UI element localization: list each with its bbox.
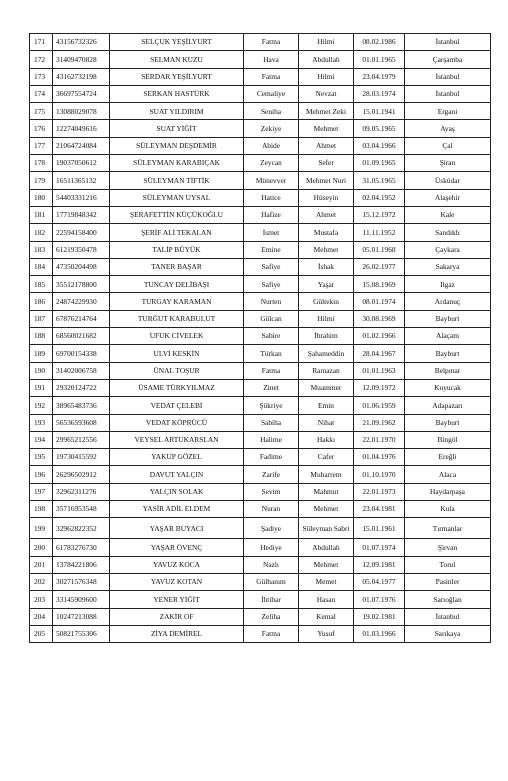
- birth-place-cell: Bingöl: [405, 431, 491, 448]
- father-name-cell: İbrahim: [299, 328, 354, 345]
- id-number-cell: 32962822352: [53, 518, 110, 539]
- id-number-cell: 47350204498: [53, 258, 110, 275]
- table-row: [30, 501, 491, 518]
- mother-name-cell: Şadiye: [244, 518, 299, 539]
- full-name-cell: SERDAR YEŞİLYURT: [110, 68, 244, 85]
- mother-name-cell: Hava: [244, 51, 299, 68]
- table-row: [30, 625, 491, 642]
- full-name-cell: YAŞAR ÖVENÇ: [110, 539, 244, 556]
- birth-date-cell: 28.04.1967: [354, 345, 405, 362]
- mother-name-cell: Sabiha: [244, 414, 299, 431]
- birth-place-cell: Ayaş: [405, 120, 491, 137]
- table-row: [30, 241, 491, 258]
- table-row: [30, 431, 491, 448]
- id-number-cell: 61783276730: [53, 539, 110, 556]
- birth-place-cell: Üsküdar: [405, 172, 491, 189]
- id-number-cell: 36697554724: [53, 85, 110, 102]
- birth-date-cell: 11.11.1952: [354, 224, 405, 241]
- father-name-cell: Kemal: [299, 608, 354, 625]
- mother-name-cell: Cemaliye: [244, 85, 299, 102]
- birth-place-cell: Ergani: [405, 103, 491, 120]
- table-row: [30, 172, 491, 189]
- id-number-cell: 33145909600: [53, 591, 110, 608]
- row-number-cell: 181: [30, 206, 53, 223]
- mother-name-cell: İhtibar: [244, 591, 299, 608]
- table-row: [30, 345, 491, 362]
- mother-name-cell: Fadime: [244, 449, 299, 466]
- id-number-cell: 19730415592: [53, 449, 110, 466]
- birth-place-cell: Kula: [405, 501, 491, 518]
- mother-name-cell: Fatma: [244, 625, 299, 642]
- row-number-cell: 196: [30, 466, 53, 483]
- father-name-cell: Hasan: [299, 591, 354, 608]
- full-name-cell: YENER YİĞİT: [110, 591, 244, 608]
- full-name-cell: SÜLEYMAN DEŞDEMİR: [110, 137, 244, 154]
- birth-date-cell: 01.03.1966: [354, 625, 405, 642]
- birth-place-cell: Sarıkaya: [405, 625, 491, 642]
- row-number-cell: 186: [30, 293, 53, 310]
- row-number-cell: 187: [30, 310, 53, 327]
- table-row: [30, 379, 491, 396]
- birth-place-cell: Belpınar: [405, 362, 491, 379]
- row-number-cell: 202: [30, 573, 53, 590]
- id-number-cell: 29320124722: [53, 379, 110, 396]
- mother-name-cell: Hafize: [244, 206, 299, 223]
- birth-place-cell: Şiran: [405, 155, 491, 172]
- birth-place-cell: Sarıoğlan: [405, 591, 491, 608]
- table-row: [30, 103, 491, 120]
- full-name-cell: SÜLEYMAN UYSAL: [110, 189, 244, 206]
- id-number-cell: 31409470828: [53, 51, 110, 68]
- birth-date-cell: 30.08.1969: [354, 310, 405, 327]
- birth-date-cell: 03.04.1966: [354, 137, 405, 154]
- birth-date-cell: 12.09.1981: [354, 556, 405, 573]
- birth-date-cell: 19.02.1981: [354, 608, 405, 625]
- row-number-cell: 190: [30, 362, 53, 379]
- row-number-cell: 185: [30, 276, 53, 293]
- mother-name-cell: Zinet: [244, 379, 299, 396]
- birth-place-cell: Şirvan: [405, 539, 491, 556]
- birth-place-cell: Ardanuç: [405, 293, 491, 310]
- father-name-cell: Muharrem: [299, 466, 354, 483]
- table-body: [30, 34, 491, 643]
- birth-date-cell: 05.04.1977: [354, 573, 405, 590]
- birth-date-cell: 02.04.1952: [354, 189, 405, 206]
- birth-date-cell: 15.01.1961: [354, 518, 405, 539]
- row-number-cell: 200: [30, 539, 53, 556]
- mother-name-cell: Halime: [244, 431, 299, 448]
- full-name-cell: UFUK CİVELEK: [110, 328, 244, 345]
- table-row: [30, 120, 491, 137]
- table-row: [30, 68, 491, 85]
- table-row: [30, 362, 491, 379]
- id-number-cell: 61219350478: [53, 241, 110, 258]
- full-name-cell: VEYSEL ARTUKARSLAN: [110, 431, 244, 448]
- father-name-cell: Mehmet: [299, 241, 354, 258]
- father-name-cell: Sefer: [299, 155, 354, 172]
- id-number-cell: 21064724084: [53, 137, 110, 154]
- row-number-cell: 197: [30, 483, 53, 500]
- mother-name-cell: Zeliha: [244, 608, 299, 625]
- id-number-cell: 43156732326: [53, 34, 110, 51]
- mother-name-cell: Hediye: [244, 539, 299, 556]
- id-number-cell: 31402006758: [53, 362, 110, 379]
- birth-place-cell: Tırmanlar: [405, 518, 491, 539]
- mother-name-cell: Nuran: [244, 501, 299, 518]
- father-name-cell: Hilmi: [299, 34, 354, 51]
- father-name-cell: Mehmet Zeki: [299, 103, 354, 120]
- father-name-cell: Hilmi: [299, 310, 354, 327]
- full-name-cell: ŞERAFETTİN KÜÇÜKOĞLU: [110, 206, 244, 223]
- row-number-cell: 177: [30, 137, 53, 154]
- mother-name-cell: Fatma: [244, 362, 299, 379]
- table-row: [30, 556, 491, 573]
- id-number-cell: 26296502912: [53, 466, 110, 483]
- row-number-cell: 174: [30, 85, 53, 102]
- id-number-cell: 43162732198: [53, 68, 110, 85]
- full-name-cell: TALİP BÜYÜK: [110, 241, 244, 258]
- birth-date-cell: 01.04.1976: [354, 449, 405, 466]
- birth-place-cell: Bayburt: [405, 345, 491, 362]
- father-name-cell: Mehmet: [299, 556, 354, 573]
- birth-date-cell: 26.02.1977: [354, 258, 405, 275]
- birth-place-cell: İstanbul: [405, 85, 491, 102]
- birth-place-cell: İstanbul: [405, 68, 491, 85]
- id-number-cell: 67876214764: [53, 310, 110, 327]
- father-name-cell: Ahmet: [299, 206, 354, 223]
- father-name-cell: Mehmet: [299, 501, 354, 518]
- id-number-cell: 69700154338: [53, 345, 110, 362]
- id-number-cell: 12274049616: [53, 120, 110, 137]
- id-number-cell: 32962311276: [53, 483, 110, 500]
- father-name-cell: Ahmet: [299, 137, 354, 154]
- birth-date-cell: 01.09.1965: [354, 155, 405, 172]
- row-number-cell: 193: [30, 414, 53, 431]
- id-number-cell: 68560021682: [53, 328, 110, 345]
- birth-place-cell: Adapazarı: [405, 397, 491, 414]
- full-name-cell: ZİYA DEMİREL: [110, 625, 244, 642]
- father-name-cell: Süleyman Sabri: [299, 518, 354, 539]
- birth-date-cell: 15.08.1969: [354, 276, 405, 293]
- row-number-cell: 175: [30, 103, 53, 120]
- full-name-cell: ÜNAL TOŞUR: [110, 362, 244, 379]
- birth-date-cell: 08.01.1974: [354, 293, 405, 310]
- table-row: [30, 414, 491, 431]
- table-row: [30, 328, 491, 345]
- mother-name-cell: Şükriye: [244, 397, 299, 414]
- birth-date-cell: 01.07.1974: [354, 539, 405, 556]
- table-row: [30, 34, 491, 51]
- row-number-cell: 199: [30, 518, 53, 539]
- full-name-cell: YASİR ADİL ELDEM: [110, 501, 244, 518]
- table-row: [30, 189, 491, 206]
- father-name-cell: Mehmet Nuri: [299, 172, 354, 189]
- full-name-cell: SELMAN KUZU: [110, 51, 244, 68]
- row-number-cell: 180: [30, 189, 53, 206]
- father-name-cell: Yusuf: [299, 625, 354, 642]
- father-name-cell: Şahameddin: [299, 345, 354, 362]
- mother-name-cell: Türkan: [244, 345, 299, 362]
- full-name-cell: SÜLEYMAN TİFTİK: [110, 172, 244, 189]
- birth-date-cell: 21.09.1962: [354, 414, 405, 431]
- father-name-cell: Gültekin: [299, 293, 354, 310]
- table-row: [30, 591, 491, 608]
- mother-name-cell: Seniha: [244, 103, 299, 120]
- id-number-cell: 22594158400: [53, 224, 110, 241]
- father-name-cell: Muammer: [299, 379, 354, 396]
- full-name-cell: DAVUT YALÇIN: [110, 466, 244, 483]
- birth-date-cell: 01.01.1963: [354, 362, 405, 379]
- birth-date-cell: 22.01.1973: [354, 483, 405, 500]
- mother-name-cell: Abide: [244, 137, 299, 154]
- full-name-cell: TURĞUT KARABULUT: [110, 310, 244, 327]
- row-number-cell: 194: [30, 431, 53, 448]
- row-number-cell: 173: [30, 68, 53, 85]
- full-name-cell: ŞERİF ALİ TEKALAN: [110, 224, 244, 241]
- full-name-cell: SELÇUK YEŞİLYURT: [110, 34, 244, 51]
- full-name-cell: YAVUZ KOTAN: [110, 573, 244, 590]
- birth-place-cell: Bayburt: [405, 310, 491, 327]
- table-row: [30, 449, 491, 466]
- father-name-cell: Ramazan: [299, 362, 354, 379]
- id-number-cell: 56536593608: [53, 414, 110, 431]
- full-name-cell: SÜLEYMAN KARABIÇAK: [110, 155, 244, 172]
- father-name-cell: Hilmi: [299, 68, 354, 85]
- birth-place-cell: Çal: [405, 137, 491, 154]
- row-number-cell: 179: [30, 172, 53, 189]
- full-name-cell: ULVİ KESKİN: [110, 345, 244, 362]
- mother-name-cell: Zeycan: [244, 155, 299, 172]
- mother-name-cell: Gülhanım: [244, 573, 299, 590]
- id-number-cell: 54403331216: [53, 189, 110, 206]
- table-row: [30, 573, 491, 590]
- full-name-cell: ZAKİR OF: [110, 608, 244, 625]
- birth-place-cell: İstanbul: [405, 608, 491, 625]
- full-name-cell: SUAT YILDIRIM: [110, 103, 244, 120]
- birth-place-cell: Bayburt: [405, 414, 491, 431]
- birth-date-cell: 01.02.1966: [354, 328, 405, 345]
- mother-name-cell: İsmet: [244, 224, 299, 241]
- row-number-cell: 195: [30, 449, 53, 466]
- birth-place-cell: Ilgaz: [405, 276, 491, 293]
- id-number-cell: 29965212556: [53, 431, 110, 448]
- birth-date-cell: 22.01.1970: [354, 431, 405, 448]
- birth-date-cell: 08.02.1986: [354, 34, 405, 51]
- birth-place-cell: Kuyucak: [405, 379, 491, 396]
- id-number-cell: 19037050612: [53, 155, 110, 172]
- mother-name-cell: Nazlı: [244, 556, 299, 573]
- birth-place-cell: Alaçam: [405, 328, 491, 345]
- birth-date-cell: 01.10.1970: [354, 466, 405, 483]
- table-row: [30, 85, 491, 102]
- id-number-cell: 24874229930: [53, 293, 110, 310]
- row-number-cell: 198: [30, 501, 53, 518]
- table-row: [30, 137, 491, 154]
- row-number-cell: 171: [30, 34, 53, 51]
- table-row: [30, 539, 491, 556]
- id-number-cell: 50821755306: [53, 625, 110, 642]
- full-name-cell: YAVUZ KOCA: [110, 556, 244, 573]
- mother-name-cell: Safiye: [244, 258, 299, 275]
- father-name-cell: İshak: [299, 258, 354, 275]
- birth-place-cell: Ereğli: [405, 449, 491, 466]
- full-name-cell: ÜSAME TÜRKYILMAZ: [110, 379, 244, 396]
- father-name-cell: Cafer: [299, 449, 354, 466]
- full-name-cell: SUAT YİĞİT: [110, 120, 244, 137]
- birth-date-cell: 01.06.1959: [354, 397, 405, 414]
- birth-place-cell: Sandıklı: [405, 224, 491, 241]
- birth-date-cell: 23.04.1979: [354, 68, 405, 85]
- father-name-cell: Abdullah: [299, 51, 354, 68]
- table-row: [30, 276, 491, 293]
- birth-date-cell: 05.01.1968: [354, 241, 405, 258]
- father-name-cell: Abdullah: [299, 539, 354, 556]
- mother-name-cell: Sevim: [244, 483, 299, 500]
- table-row: [30, 466, 491, 483]
- birth-place-cell: Pasinler: [405, 573, 491, 590]
- father-name-cell: Mustafa: [299, 224, 354, 241]
- row-number-cell: 204: [30, 608, 53, 625]
- birth-date-cell: 01.01.1965: [354, 51, 405, 68]
- row-number-cell: 189: [30, 345, 53, 362]
- full-name-cell: YAKUP GÖZEL: [110, 449, 244, 466]
- full-name-cell: YAŞAR BUYACI: [110, 518, 244, 539]
- father-name-cell: Mehmet: [299, 120, 354, 137]
- table-row: [30, 51, 491, 68]
- row-number-cell: 184: [30, 258, 53, 275]
- birth-place-cell: Çaykara: [405, 241, 491, 258]
- personnel-table: [29, 33, 491, 643]
- father-name-cell: Hüseyin: [299, 189, 354, 206]
- father-name-cell: Mahmut: [299, 483, 354, 500]
- full-name-cell: TURGAY KARAMAN: [110, 293, 244, 310]
- birth-place-cell: Torul: [405, 556, 491, 573]
- id-number-cell: 38965483736: [53, 397, 110, 414]
- id-number-cell: 13784221806: [53, 556, 110, 573]
- mother-name-cell: Zarife: [244, 466, 299, 483]
- row-number-cell: 183: [30, 241, 53, 258]
- id-number-cell: 35716953548: [53, 501, 110, 518]
- mother-name-cell: Münevver: [244, 172, 299, 189]
- full-name-cell: TANER BAŞAR: [110, 258, 244, 275]
- table-row: [30, 155, 491, 172]
- id-number-cell: 17719848342: [53, 206, 110, 223]
- birth-date-cell: 12.09.1972: [354, 379, 405, 396]
- mother-name-cell: Gülcan: [244, 310, 299, 327]
- id-number-cell: 16511365132: [53, 172, 110, 189]
- row-number-cell: 172: [30, 51, 53, 68]
- mother-name-cell: Emine: [244, 241, 299, 258]
- table-row: [30, 397, 491, 414]
- birth-place-cell: Haydarpaşa: [405, 483, 491, 500]
- birth-date-cell: 15.01.1941: [354, 103, 405, 120]
- row-number-cell: 182: [30, 224, 53, 241]
- mother-name-cell: Sabire: [244, 328, 299, 345]
- father-name-cell: Emin: [299, 397, 354, 414]
- full-name-cell: SERKAN HASTÜRK: [110, 85, 244, 102]
- table-row: [30, 310, 491, 327]
- birth-date-cell: 28.03.1974: [354, 85, 405, 102]
- full-name-cell: TUNCAY DELİBAŞI: [110, 276, 244, 293]
- birth-place-cell: İstanbul: [405, 34, 491, 51]
- row-number-cell: 192: [30, 397, 53, 414]
- birth-date-cell: 09.05.1965: [354, 120, 405, 137]
- row-number-cell: 203: [30, 591, 53, 608]
- mother-name-cell: Fatma: [244, 68, 299, 85]
- table-row: [30, 258, 491, 275]
- birth-place-cell: Sakarya: [405, 258, 491, 275]
- table-row: [30, 608, 491, 625]
- id-number-cell: 13088029078: [53, 103, 110, 120]
- full-name-cell: VEDAT KÖPRÜCÜ: [110, 414, 244, 431]
- row-number-cell: 176: [30, 120, 53, 137]
- birth-place-cell: Kale: [405, 206, 491, 223]
- id-number-cell: 35512178800: [53, 276, 110, 293]
- table-row: [30, 518, 491, 539]
- table-row: [30, 293, 491, 310]
- id-number-cell: 10247213088: [53, 608, 110, 625]
- table-row: [30, 224, 491, 241]
- birth-date-cell: 01.07.1976: [354, 591, 405, 608]
- table-row: [30, 483, 491, 500]
- row-number-cell: 191: [30, 379, 53, 396]
- row-number-cell: 201: [30, 556, 53, 573]
- birth-date-cell: 15.12.1972: [354, 206, 405, 223]
- full-name-cell: YALÇIN SOLAK: [110, 483, 244, 500]
- birth-place-cell: Alaca: [405, 466, 491, 483]
- birth-place-cell: Çarşamba: [405, 51, 491, 68]
- father-name-cell: Nihat: [299, 414, 354, 431]
- father-name-cell: Nevzat: [299, 85, 354, 102]
- full-name-cell: VEDAT ÇELEBİ: [110, 397, 244, 414]
- mother-name-cell: Fatma: [244, 34, 299, 51]
- father-name-cell: Yaşar: [299, 276, 354, 293]
- row-number-cell: 188: [30, 328, 53, 345]
- mother-name-cell: Zekiye: [244, 120, 299, 137]
- row-number-cell: 178: [30, 155, 53, 172]
- father-name-cell: Memet: [299, 573, 354, 590]
- father-name-cell: Hakkı: [299, 431, 354, 448]
- row-number-cell: 205: [30, 625, 53, 642]
- mother-name-cell: Safiye: [244, 276, 299, 293]
- birth-date-cell: 31.05.1965: [354, 172, 405, 189]
- mother-name-cell: Nurten: [244, 293, 299, 310]
- birth-date-cell: 23.04.1981: [354, 501, 405, 518]
- mother-name-cell: Hatice: [244, 189, 299, 206]
- birth-place-cell: Alaşehir: [405, 189, 491, 206]
- table-row: [30, 206, 491, 223]
- id-number-cell: 30271576348: [53, 573, 110, 590]
